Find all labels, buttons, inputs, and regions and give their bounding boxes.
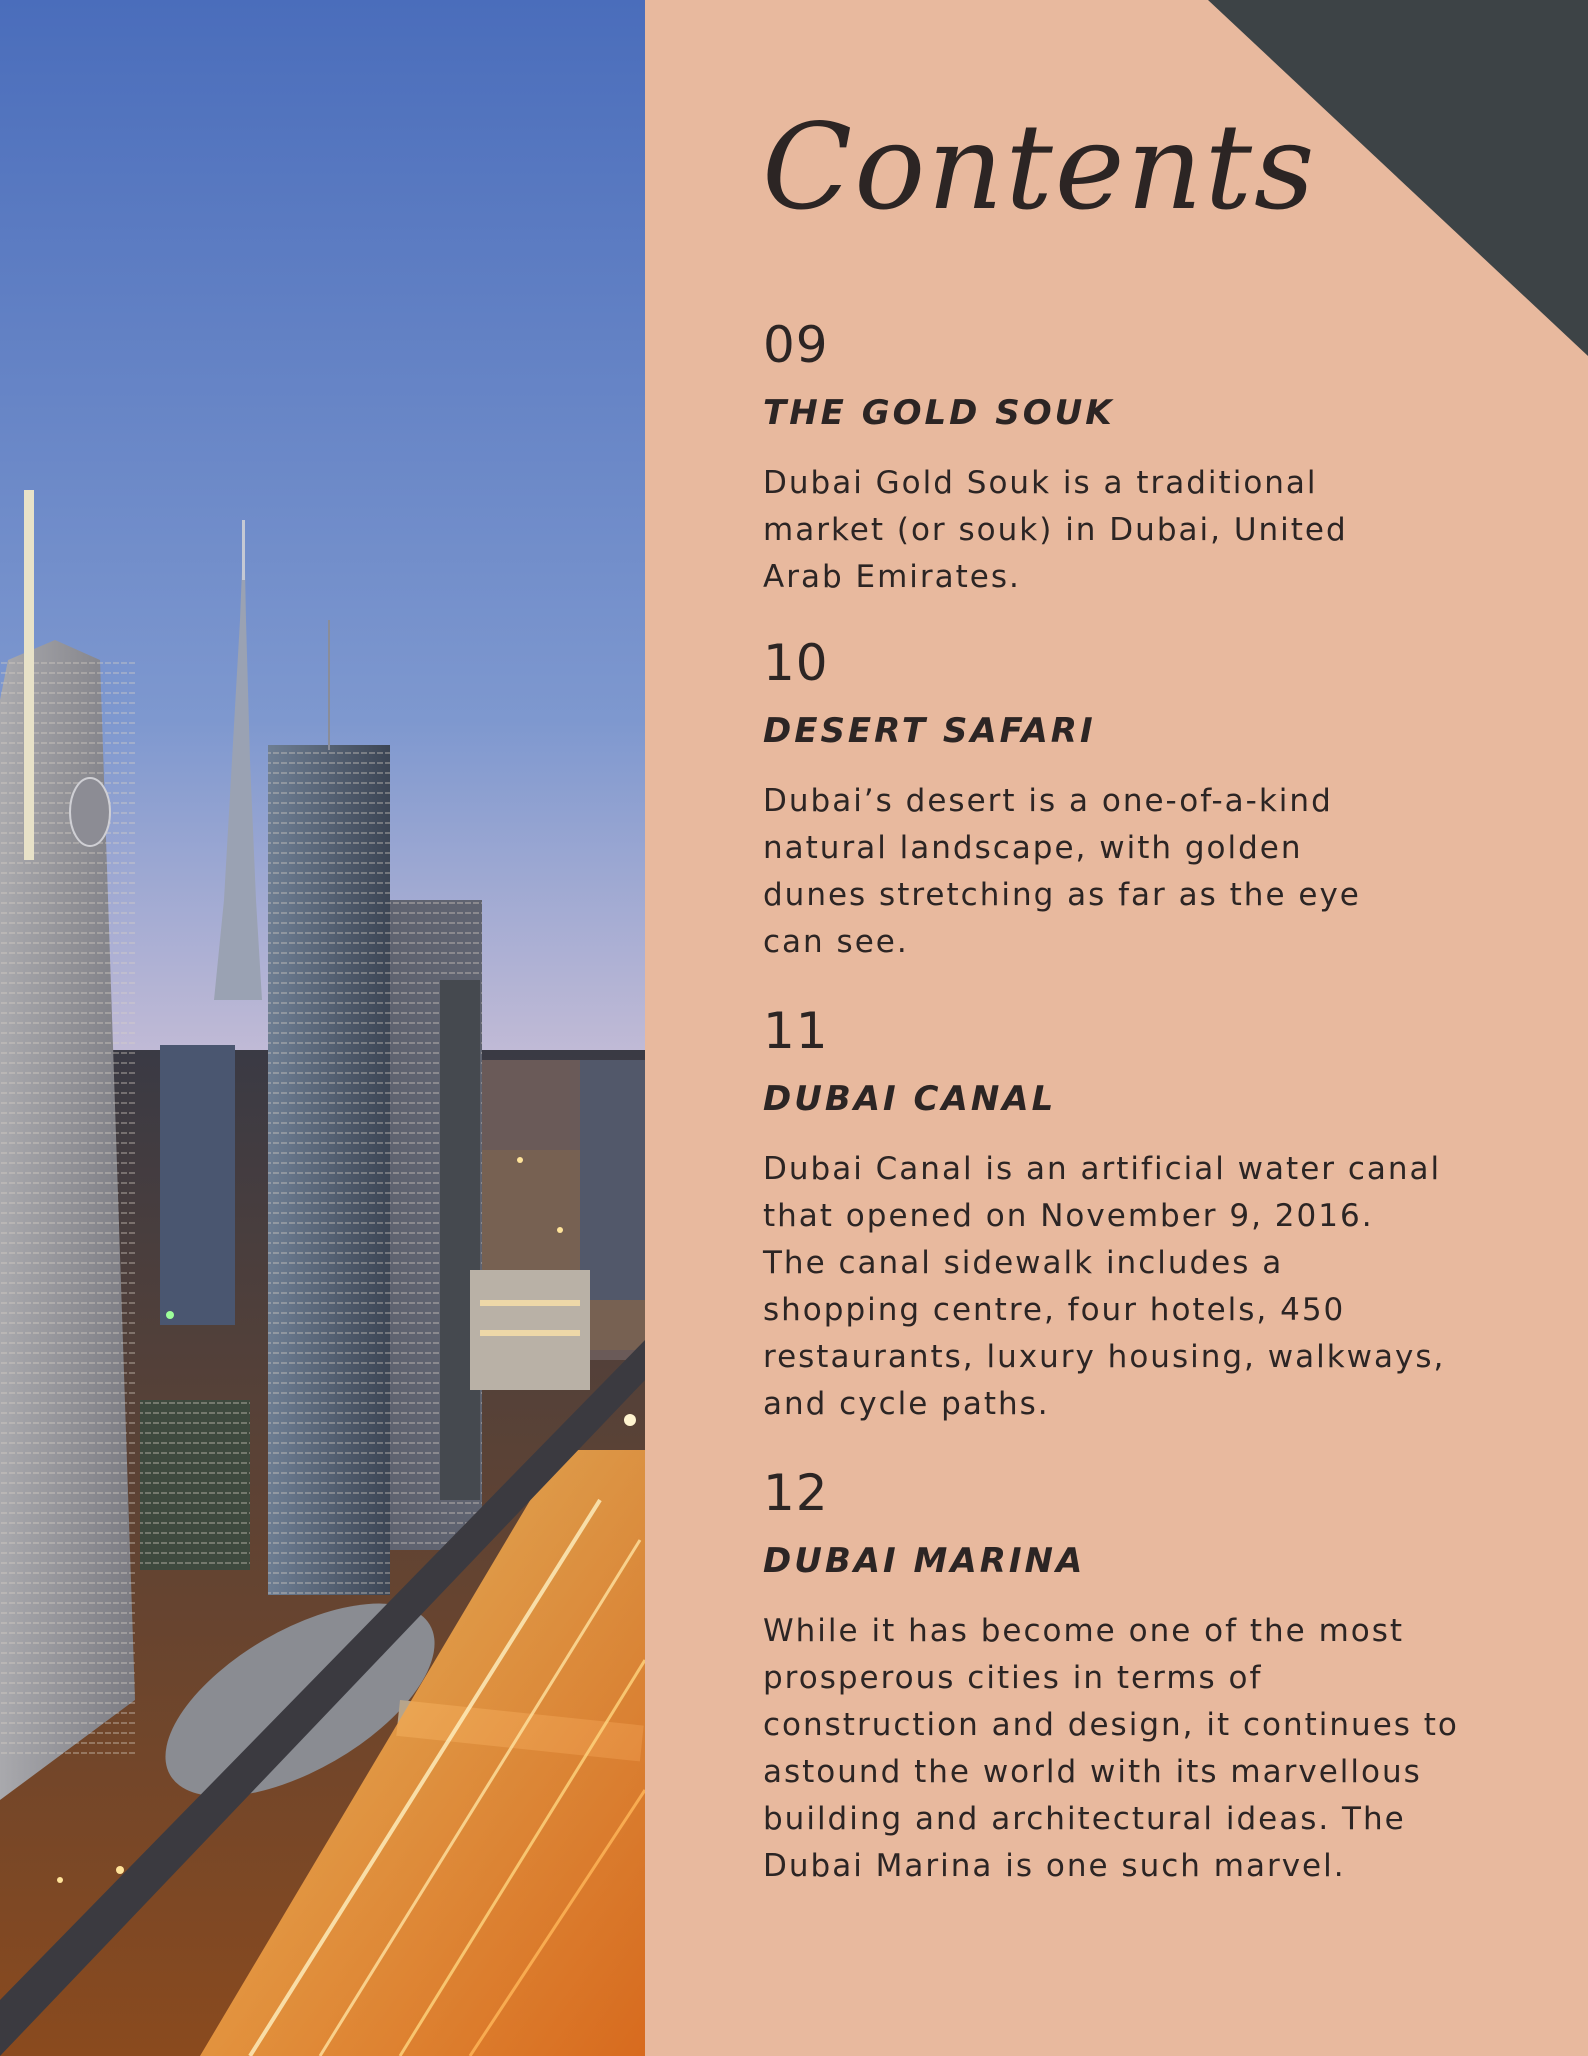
page-title: Contents (762, 98, 1317, 236)
contents-entry (763, 316, 1553, 634)
entry-title: THE GOLD SOUK (763, 393, 1115, 433)
entry-title: DUBAI MARINA (763, 1541, 1086, 1581)
entry-title: DUBAI CANAL (763, 1079, 1057, 1119)
contents-entry (763, 1002, 1553, 1464)
contents-entry (763, 1464, 1553, 1890)
entry-title: DESERT SAFARI (763, 711, 1096, 751)
entry-page-number: 12 (763, 1464, 829, 1522)
entry-description: While it has become one of the most prosperous cities in terms of construction and design, it continues to astound the world with its marvellous building and architectural ideas. The Dubai Marina is one such marvel. (763, 1613, 1459, 1884)
dubai-skyline-photo (0, 0, 645, 2056)
entry-page-number: 09 (763, 316, 829, 374)
entry-description: Dubai’s desert is a one-of-a-kind natural landscape, with golden dunes stretching as far as the eye can see. (763, 783, 1361, 960)
contents-panel (645, 0, 1588, 2056)
entry-description: Dubai Canal is an artificial water canal that opened on November 9, 2016. The canal sidewalk includes a shopping centre, four hotels, 450 restaurants, luxury housing, walkways, and cycle paths. (763, 1151, 1446, 1422)
entry-page-number: 11 (763, 1002, 829, 1060)
contents-entry (763, 634, 1553, 1002)
entry-description: Dubai Gold Souk is a traditional market (or souk) in Dubai, United Arab Emirates. (763, 465, 1348, 595)
contents-list (763, 316, 1553, 1890)
entry-page-number: 10 (763, 634, 829, 692)
